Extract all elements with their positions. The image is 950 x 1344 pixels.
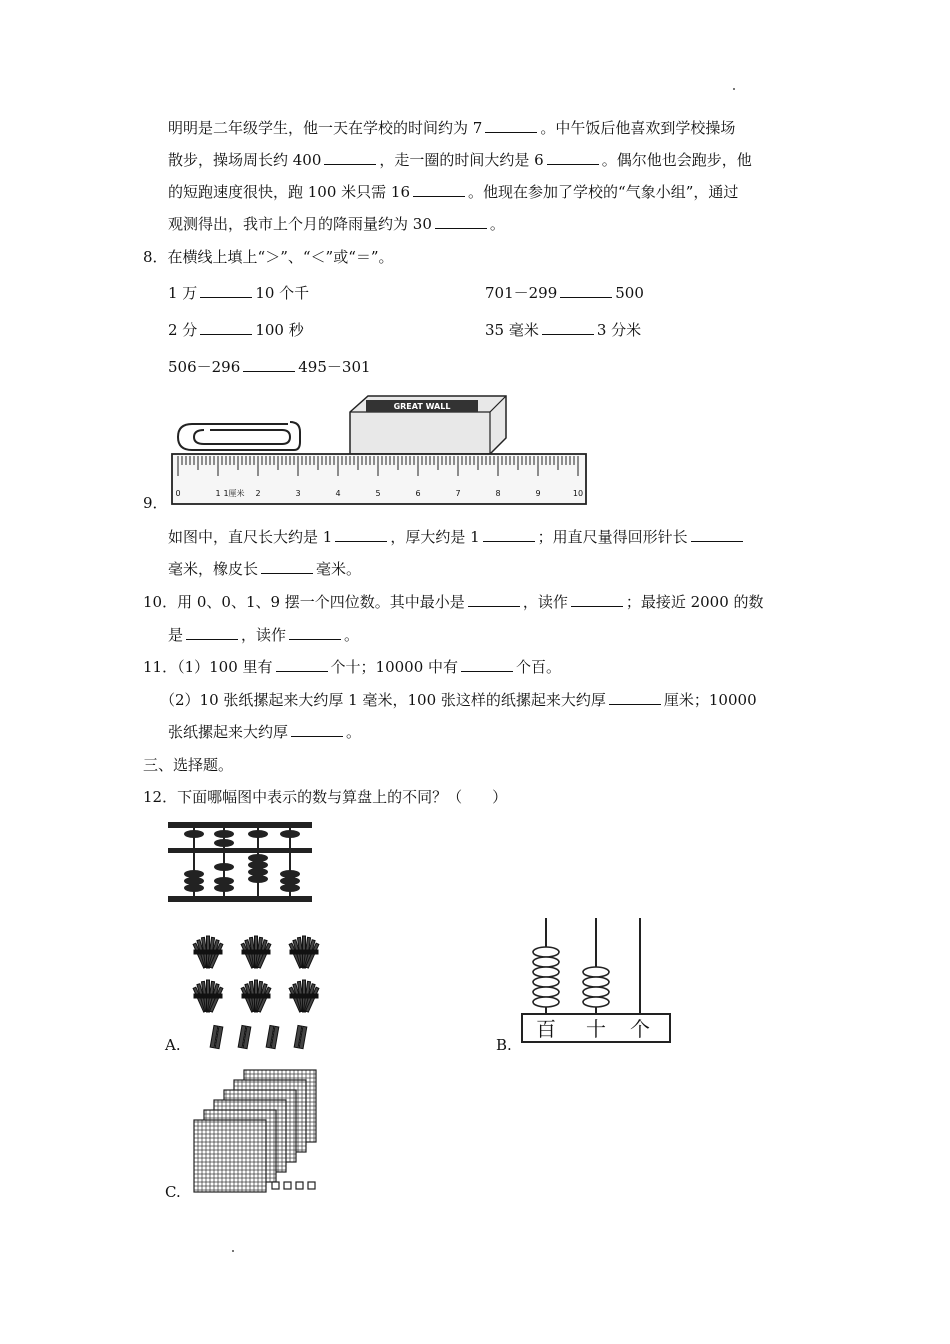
option-c-label[interactable]: C. (165, 1183, 181, 1201)
eraser-icon (350, 396, 506, 454)
ruler-figure (170, 392, 590, 508)
single-sticks (266, 1025, 279, 1048)
ruler-number: 8 (495, 489, 501, 498)
scan-dot-top (733, 88, 735, 90)
answer-blank[interactable] (413, 182, 465, 197)
ruler-number: 5 (375, 489, 381, 498)
paperclip-icon (178, 422, 300, 450)
q8-item: 1 万 10 个千 (168, 284, 310, 302)
option-b-label[interactable]: B. (496, 1036, 512, 1054)
answer-blank[interactable] (468, 592, 520, 607)
answer-blank[interactable] (542, 320, 594, 335)
q8-item: 2 分 100 秒 (168, 321, 304, 339)
abacus-label-ones: 个 (630, 1017, 650, 1041)
answer-blank[interactable] (485, 118, 537, 133)
answer-blank[interactable] (547, 150, 599, 165)
q9-line-2: 毫米，橡皮长 毫米。 (168, 560, 362, 578)
answer-blank[interactable] (261, 559, 313, 574)
q7-line-4: 观测得出，我市上个月的降雨量约为 30 。 (168, 215, 505, 233)
answer-blank[interactable] (461, 657, 513, 672)
answer-blank[interactable] (560, 283, 612, 298)
answer-blank[interactable] (609, 690, 661, 705)
answer-blank[interactable] (483, 527, 535, 542)
stick-bundle (241, 936, 271, 968)
ruler-number: 6 (415, 489, 421, 498)
ruler-number: 1 (215, 489, 221, 498)
option-a-label[interactable]: A. (165, 1036, 181, 1054)
answer-blank[interactable] (200, 320, 252, 335)
ruler-number: 9 (535, 489, 541, 498)
ruler-unit-label: 1厘米 (223, 489, 245, 498)
stick-bundle (289, 936, 319, 968)
answer-blank[interactable] (691, 527, 743, 542)
ruler-number: 2 (255, 489, 261, 498)
q8-item: 701－299 500 (485, 284, 644, 302)
answer-blank[interactable] (324, 150, 376, 165)
stick-bundle (241, 980, 271, 1012)
stick-bundle (193, 980, 223, 1012)
section-heading: 三、选择题。 (143, 756, 234, 774)
abacus-figure (166, 818, 316, 904)
answer-blank[interactable] (276, 657, 328, 672)
q8-title: 8．在横线上填上“＞”、“＜”或“＝”。 (143, 248, 394, 266)
abacus-label-tens: 十 (586, 1017, 606, 1041)
q11-line-2: （2）10 张纸摞起来大约厚 1 毫米，100 张这样的纸摞起来大约厚 厘米；10000 (160, 691, 757, 709)
option-b-figure (518, 912, 674, 1044)
q8-item: 506－296 495－301 (168, 358, 371, 376)
q7-line-2: 散步，操场周长约 400 ，走一圈的时间大约是 6 。偶尔他也会跑步，他 (168, 151, 752, 169)
single-sticks (238, 1025, 251, 1048)
ruler-number: 10 (572, 489, 584, 498)
stick-bundle (193, 936, 223, 968)
stick-bundle (289, 980, 319, 1012)
q7-line-1: 明明是二年级学生，他一天在学校的时间约为 7 。中午饭后他喜欢到学校操场 (168, 119, 736, 137)
answer-blank[interactable] (289, 625, 341, 640)
q7-line-3: 的短跑速度很快，跑 100 米只需 16 。他现在参加了学校的“气象小组”，通过 (168, 183, 739, 201)
ruler-number: 4 (335, 489, 341, 498)
eraser-brand: GREAT WALL (393, 402, 451, 411)
answer-blank[interactable] (435, 214, 487, 229)
answer-blank[interactable] (186, 625, 238, 640)
q12-title: 12．下面哪幅图中表示的数与算盘上的不同？（ ） (143, 788, 508, 806)
abacus-label-hundreds: 百 (536, 1017, 556, 1041)
option-a-figure (186, 934, 332, 1050)
answer-blank[interactable] (571, 592, 623, 607)
q9-line-1: 如图中，直尺长大约是 1 ，厚大约是 1 ；用直尺量得回形针长 (168, 527, 746, 547)
single-sticks (294, 1025, 307, 1048)
answer-blank[interactable] (200, 283, 252, 298)
ruler-number: 0 (175, 489, 181, 498)
option-c-figure (190, 1066, 336, 1196)
q10-line-2: 是 ，读作 。 (168, 626, 360, 644)
q10-line-1: 10．用 0、0、1、9 摆一个四位数。其中最小是 ，读作 ；最接近 2000 的数 (143, 593, 764, 611)
single-sticks (210, 1025, 223, 1048)
scan-dot-bottom (232, 1250, 234, 1252)
ruler-number: 7 (455, 489, 461, 498)
ruler-number: 3 (295, 489, 301, 498)
q11-line-1: 11．（1）100 里有 个十；10000 中有 个百。 (143, 658, 562, 676)
answer-blank[interactable] (291, 722, 343, 737)
q8-item: 35 毫米 3 分米 (485, 321, 642, 339)
q11-line-3: 张纸摞起来大约厚 。 (168, 723, 362, 741)
answer-blank[interactable] (335, 527, 387, 542)
hundred-flat (194, 1120, 266, 1192)
q9-number: 9． (143, 494, 168, 512)
answer-blank[interactable] (243, 357, 295, 372)
